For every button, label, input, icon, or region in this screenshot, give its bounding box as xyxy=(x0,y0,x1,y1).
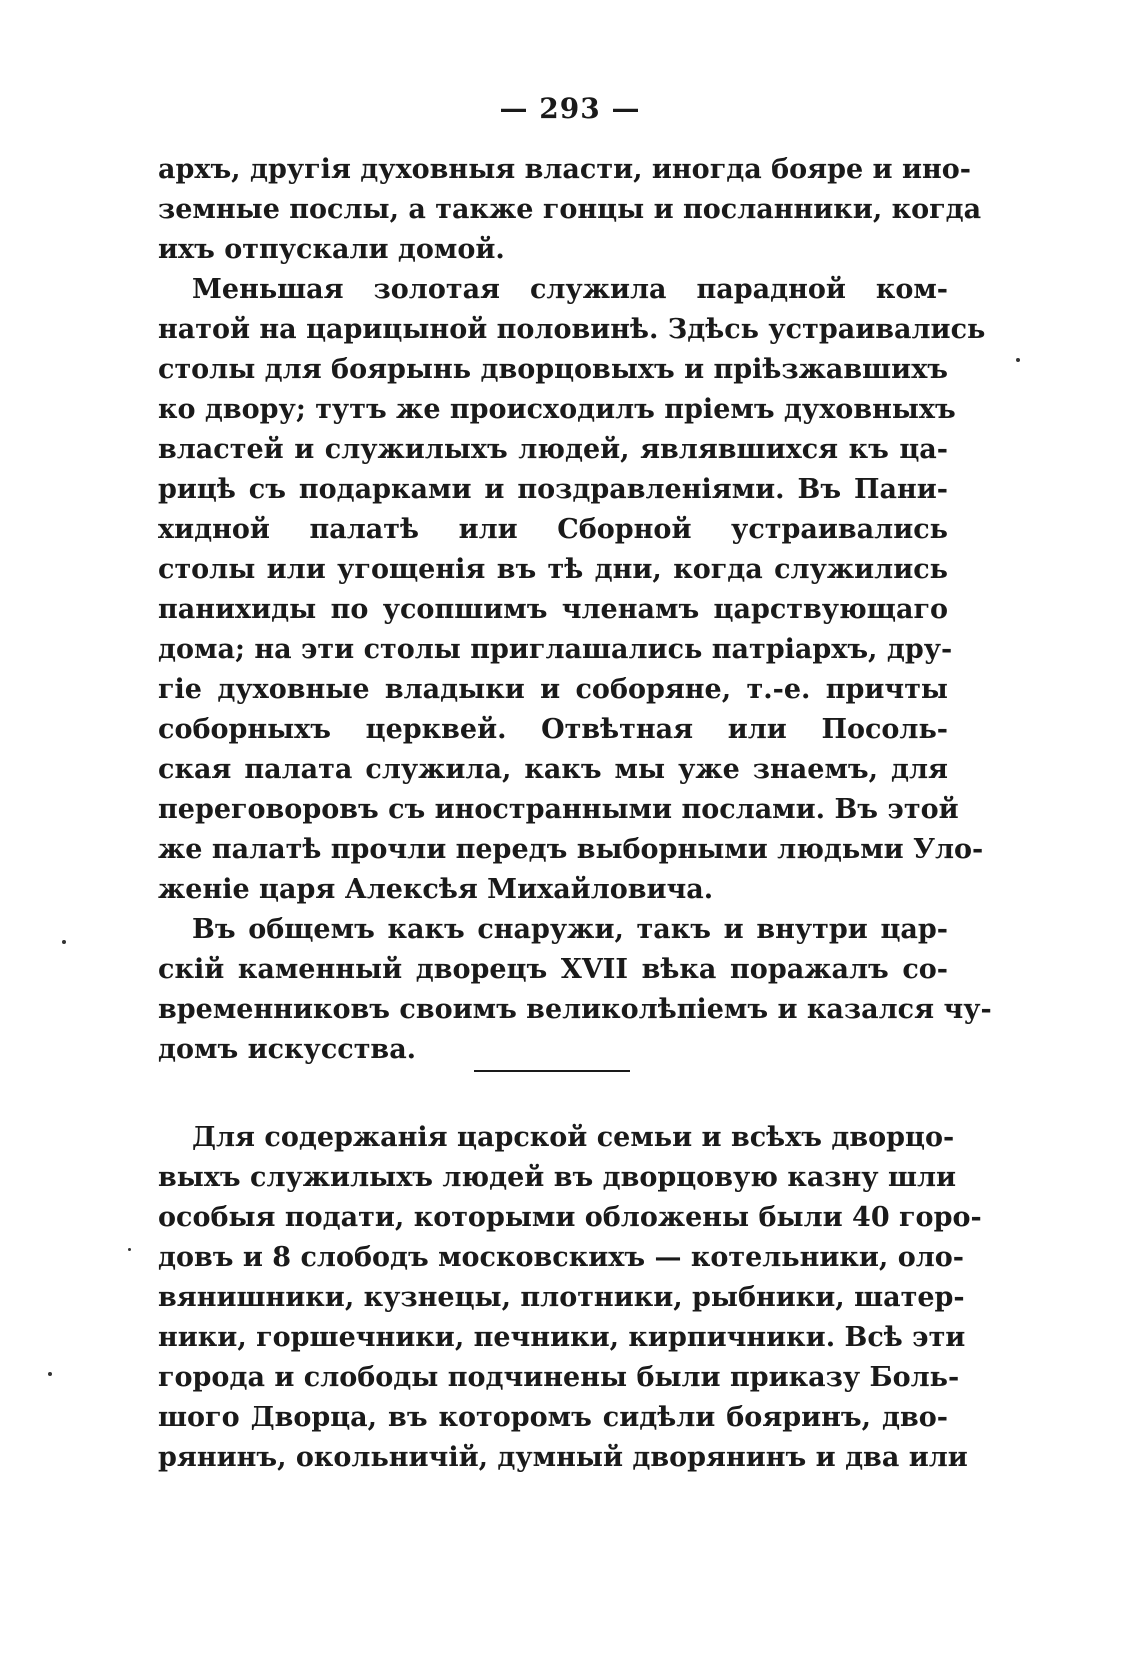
scan-speck xyxy=(1016,358,1020,362)
text-line: дома; на эти столы приглашались патріархъ, дру- xyxy=(158,634,953,665)
text-line: переговоровъ съ иностранными послами. Въ этой xyxy=(158,794,959,825)
text-line: Меньшая золотая служила парадной ком- xyxy=(192,274,948,305)
text-line: ники, горшечники, печники, кирпичники. Всѣ эти xyxy=(158,1322,966,1353)
text-line: столы для боярынь дворцовыхъ и пріѣзжавшихъ xyxy=(158,354,949,385)
text-line: города и слободы подчинены были приказу Боль- xyxy=(158,1362,960,1393)
text-line: архъ, другія духовныя власти, иногда бояре и ино- xyxy=(158,154,971,185)
scan-speck xyxy=(128,1248,131,1251)
text-line: властей и служилыхъ людей, являвшихся къ ца- xyxy=(158,434,948,465)
text-line: домъ искусства. xyxy=(158,1034,417,1065)
text-line: женіе царя Алексѣя Михайловича. xyxy=(158,874,714,905)
scan-speck xyxy=(48,1372,52,1376)
text-line: же палатѣ прочли передъ выборными людьми Уло- xyxy=(158,834,984,865)
text-line: особыя подати, которыми обложены были 40 горо- xyxy=(158,1202,982,1233)
second-text-section xyxy=(158,1118,982,1478)
page-number: — 293 — xyxy=(499,92,641,125)
text-line: гіе духовные владыки и соборяне, т.-е. причты xyxy=(158,674,948,705)
main-text-section xyxy=(158,150,992,1070)
text-line: панихиды по усопшимъ членамъ царствующаго xyxy=(158,594,948,625)
text-line: шого Дворца, въ которомъ сидѣли бояринъ, дво- xyxy=(158,1402,948,1433)
text-line: ская палата служила, какъ мы уже знаемъ, для xyxy=(158,754,948,785)
text-line: ко двору; тутъ же происходилъ пріемъ духовныхъ xyxy=(158,394,956,425)
text-line: временниковъ своимъ великолѣпіемъ и казался чу- xyxy=(158,994,992,1025)
text-line: Въ общемъ какъ снаружи, такъ и внутри цар- xyxy=(192,914,948,945)
text-line: столы или угощенія въ тѣ дни, когда служились xyxy=(158,554,948,585)
text-line: рицѣ съ подарками и поздравленіями. Въ Пани- xyxy=(158,474,948,505)
text-line: соборныхъ церквей. Отвѣтная или Посоль- xyxy=(158,714,948,745)
text-line: выхъ служилыхъ людей въ дворцовую казну шли xyxy=(158,1162,957,1193)
text-line: довъ и 8 слободъ московскихъ — котельники, оло- xyxy=(158,1242,964,1273)
scan-speck xyxy=(62,940,66,944)
text-line: натой на царицыной половинѣ. Здѣсь устраивались xyxy=(158,314,986,345)
text-line: рянинъ, окольничій, думный дворянинъ и два или xyxy=(158,1442,968,1473)
text-line: вянишники, кузнецы, плотники, рыбники, шатер- xyxy=(158,1282,965,1313)
text-line: хидной палатѣ или Сборной устраивались xyxy=(158,514,948,545)
text-line: земные послы, а также гонцы и посланники, когда xyxy=(158,194,982,225)
text-line: ихъ отпускали домой. xyxy=(158,234,505,265)
section-divider xyxy=(474,1070,630,1072)
text-line: скій каменный дворецъ XVII вѣка поражалъ со- xyxy=(158,954,948,985)
text-line: Для содержанія царской семьи и всѣхъ дворцо- xyxy=(192,1122,955,1153)
